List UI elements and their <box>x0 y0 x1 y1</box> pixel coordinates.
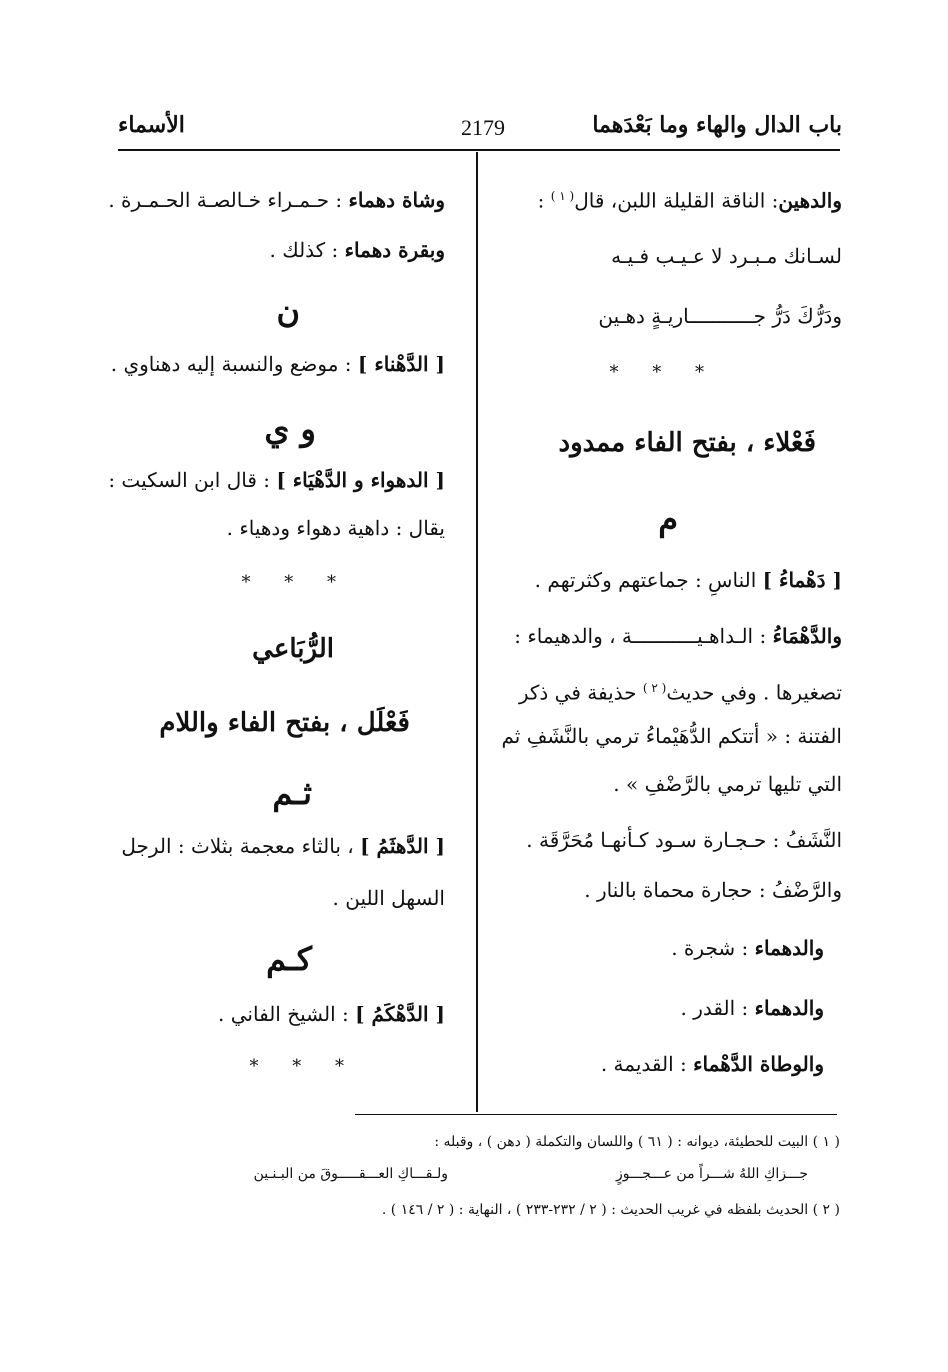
entry-shah-dahma: وشاة دهماء : حـمـراء خـالصـة الحـمـرة . <box>108 188 445 212</box>
verse-line-2: ودَرُّكَ دَرُّ جـــــــــــاريـةٍ دهـين <box>598 304 842 328</box>
entry-dahna: [ الدَّهْناء ] : موضع والنسبة إليه دهناوي . <box>110 352 445 376</box>
footnote-ref: ( ١ ) <box>550 189 575 203</box>
letter-heading-thm: ثـم <box>272 774 312 812</box>
page-number: 2179 <box>461 115 505 140</box>
section-heading-rubai: الرُّبَاعي <box>252 634 334 664</box>
entry-baqara-dahma: وبقرة دهماء : كذلك . <box>269 238 445 262</box>
letter-heading-km: كـم <box>266 940 312 978</box>
text-line: التي تليها ترمي بالرَّضْفِ » . <box>613 772 842 796</box>
entry-dahwa: [ الدهواء و الدَّهْيَاء ] : قال ابن السكيت : <box>108 468 445 492</box>
text-line: تصغيرها . وفي حديث$^{( ٢ )}$ حذيفة في ذكر <box>518 680 842 705</box>
footnote-1-verse-b: ولـقـــاكِ العـــقـــــوقَ من البـنـين <box>253 1166 448 1182</box>
running-header-left: الأسماء <box>118 112 185 138</box>
entry-dahma-calamity: والدَّهْمَاءُ : الـداهـيـــــــــــة ، والدهيماء : <box>514 624 842 648</box>
footnote-ref: ( ٢ ) <box>642 681 667 695</box>
entry-dahma-tree: والدهماء : شجرة . <box>671 936 824 960</box>
footnote-rule <box>355 1114 837 1115</box>
separator-stars: * * * <box>241 572 350 593</box>
entry-dahkam: [ الدَّهْكَمُ ] : الشيخ الفاني . <box>218 1002 445 1026</box>
text-line: الفتنة : « أتتكم الدُّهَيْماءُ ترمي بالنَّشَفِ ثم <box>501 724 842 748</box>
definition-radf: والرَّضْفُ : حجارة محماة بالنار . <box>584 878 842 902</box>
section-heading: فَعْلاء ، بفتح الفاء ممدود <box>558 428 816 458</box>
entry-dahthum: [ الدَّهثَمُ ] ، بالثاء معجمة بثلاث : الرجل <box>121 834 445 858</box>
letter-heading-m: م <box>658 500 678 538</box>
letter-heading-n: ن <box>276 292 300 330</box>
letter-heading-wy: و ي <box>264 410 316 448</box>
header-rule <box>118 149 840 151</box>
footnote-1-verse-a: جـــزاكِ اللهُ شـــراً من عـــجـــوزٍ <box>615 1166 808 1182</box>
definition-nashaf: النَّشَفُ : حـجـارة سـود كـأنهـا مُحَرَّقَة . <box>526 828 842 852</box>
separator-stars: * * * <box>249 1056 358 1077</box>
entry-dahma-pot: والدهماء : القدر . <box>680 996 824 1020</box>
entry-dahin: والدهين: الناقة القليلة اللبن، قال$^{( ١ )}$ : <box>537 188 842 213</box>
column-divider <box>476 152 478 1112</box>
text-line: السهل اللين . <box>332 886 445 910</box>
footnote-2: ( ٢ ) الحديث بلفظه في غريب الحديث : ( ٢ / ٢٣٢-٢٣٣ ) ، النهاية : ( ٢ / ١٤٦ ) . <box>381 1202 840 1218</box>
running-header-right: باب الدال والهاء وما بَعْدَهما <box>592 112 842 138</box>
entry-term: والدهين <box>778 188 842 213</box>
section-heading-falal: فَعْلَل ، بفتح الفاء واللام <box>159 708 410 738</box>
separator-stars: * * * <box>609 362 718 383</box>
verse-line-1: لسـانك مـبـرد لا عـيـب فـيـه <box>611 244 842 268</box>
entry-dahma-people: [ دَهْماءُ ] الناسِ : جماعتهم وكثرتهم . <box>534 568 842 592</box>
footnote-1: ( ١ ) البيت للحطيئة، ديوانه : ( ٦١ ) واللسان والتكملة ( دهن ) ، وقبله : <box>434 1134 840 1150</box>
text-line: يقال : داهية دهواء ودهياء . <box>226 516 445 540</box>
entry-watah: والوطاة الدَّهْماء : القديمة . <box>600 1052 824 1076</box>
